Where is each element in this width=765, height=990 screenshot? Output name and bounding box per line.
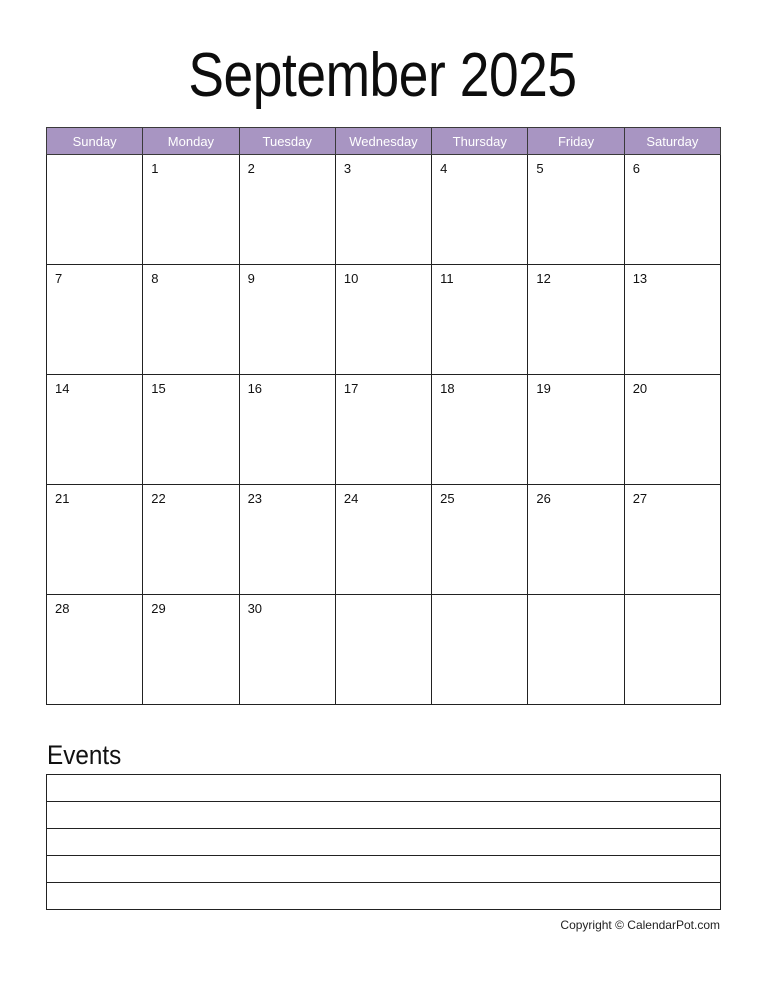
day-number: 12 xyxy=(536,271,551,286)
day-cell[interactable] xyxy=(528,155,624,265)
weekday-header-wednesday: Wednesday xyxy=(335,128,431,155)
day-number: 19 xyxy=(536,381,551,396)
day-cell[interactable] xyxy=(143,155,239,265)
day-cell[interactable] xyxy=(143,595,239,705)
day-cell[interactable] xyxy=(528,265,624,375)
day-cell[interactable] xyxy=(335,595,431,705)
day-number: 18 xyxy=(440,381,455,396)
weekday-header-friday: Friday xyxy=(528,128,624,155)
day-number: 10 xyxy=(343,271,359,286)
day-cell[interactable] xyxy=(432,375,528,485)
day-number: 25 xyxy=(440,491,455,506)
day-number: 24 xyxy=(343,491,359,506)
week-row xyxy=(47,155,721,265)
day-number: 20 xyxy=(632,381,648,396)
day-number: 17 xyxy=(343,381,359,396)
day-cell[interactable] xyxy=(624,485,720,595)
day-number: 30 xyxy=(247,601,263,616)
day-cell[interactable] xyxy=(335,265,431,375)
week-row xyxy=(47,485,721,595)
week-row xyxy=(47,375,721,485)
day-number: 16 xyxy=(247,381,263,396)
day-cell[interactable] xyxy=(143,265,239,375)
day-number: 3 xyxy=(343,161,352,176)
day-cell[interactable] xyxy=(47,375,143,485)
week-row xyxy=(47,265,721,375)
weekday-header-thursday: Thursday xyxy=(432,128,528,155)
day-number: 23 xyxy=(247,491,263,506)
day-cell[interactable] xyxy=(47,595,143,705)
day-number: 4 xyxy=(440,161,448,176)
day-number: 27 xyxy=(632,491,648,506)
day-cell[interactable] xyxy=(47,485,143,595)
weekday-header-monday: Monday xyxy=(143,128,239,155)
day-number: 22 xyxy=(151,491,166,506)
day-cell[interactable] xyxy=(47,155,143,265)
copyright-notice: Copyright © CalendarPot.com xyxy=(560,918,720,932)
event-line[interactable] xyxy=(47,802,721,829)
weekday-header-sunday: Sunday xyxy=(47,128,143,155)
event-line[interactable] xyxy=(47,856,721,883)
day-number: 1 xyxy=(151,161,159,176)
weekday-header-row xyxy=(47,128,721,155)
day-cell[interactable] xyxy=(432,265,528,375)
day-cell[interactable] xyxy=(143,375,239,485)
day-cell[interactable] xyxy=(239,485,335,595)
day-cell[interactable] xyxy=(624,595,720,705)
day-number: 14 xyxy=(55,381,70,396)
day-cell[interactable] xyxy=(432,155,528,265)
day-number: 26 xyxy=(536,491,551,506)
day-cell[interactable] xyxy=(624,375,720,485)
events-lines xyxy=(46,774,721,910)
day-number: 7 xyxy=(55,271,63,286)
day-number: 9 xyxy=(247,271,255,286)
day-number: 5 xyxy=(536,161,544,176)
day-number: 8 xyxy=(151,271,159,286)
day-cell[interactable] xyxy=(239,595,335,705)
month-grid xyxy=(46,127,721,705)
week-row xyxy=(47,595,721,705)
day-cell[interactable] xyxy=(528,485,624,595)
weekday-header-saturday: Saturday xyxy=(624,128,720,155)
day-cell[interactable] xyxy=(432,485,528,595)
day-cell[interactable] xyxy=(335,485,431,595)
day-cell[interactable] xyxy=(143,485,239,595)
day-cell[interactable] xyxy=(335,375,431,485)
day-number: 11 xyxy=(440,271,454,286)
day-number: 15 xyxy=(151,381,166,396)
day-cell[interactable] xyxy=(432,595,528,705)
day-cell[interactable] xyxy=(528,595,624,705)
day-cell[interactable] xyxy=(47,265,143,375)
day-cell[interactable] xyxy=(528,375,624,485)
event-line[interactable] xyxy=(47,775,721,802)
day-number: 6 xyxy=(632,161,640,176)
day-number: 2 xyxy=(247,161,255,176)
event-line[interactable] xyxy=(47,829,721,856)
day-cell[interactable] xyxy=(239,375,335,485)
day-cell[interactable] xyxy=(239,155,335,265)
day-number: 13 xyxy=(632,271,648,286)
day-cell[interactable] xyxy=(335,155,431,265)
day-number: 21 xyxy=(55,491,70,506)
event-line[interactable] xyxy=(47,883,721,910)
day-cell[interactable] xyxy=(624,265,720,375)
weekday-header-tuesday: Tuesday xyxy=(239,128,335,155)
calendar-title: September 2025 xyxy=(188,41,577,110)
day-number: 28 xyxy=(55,601,70,616)
day-number: 29 xyxy=(151,601,166,616)
day-cell[interactable] xyxy=(624,155,720,265)
day-cell[interactable] xyxy=(239,265,335,375)
events-heading: Events xyxy=(47,740,122,770)
